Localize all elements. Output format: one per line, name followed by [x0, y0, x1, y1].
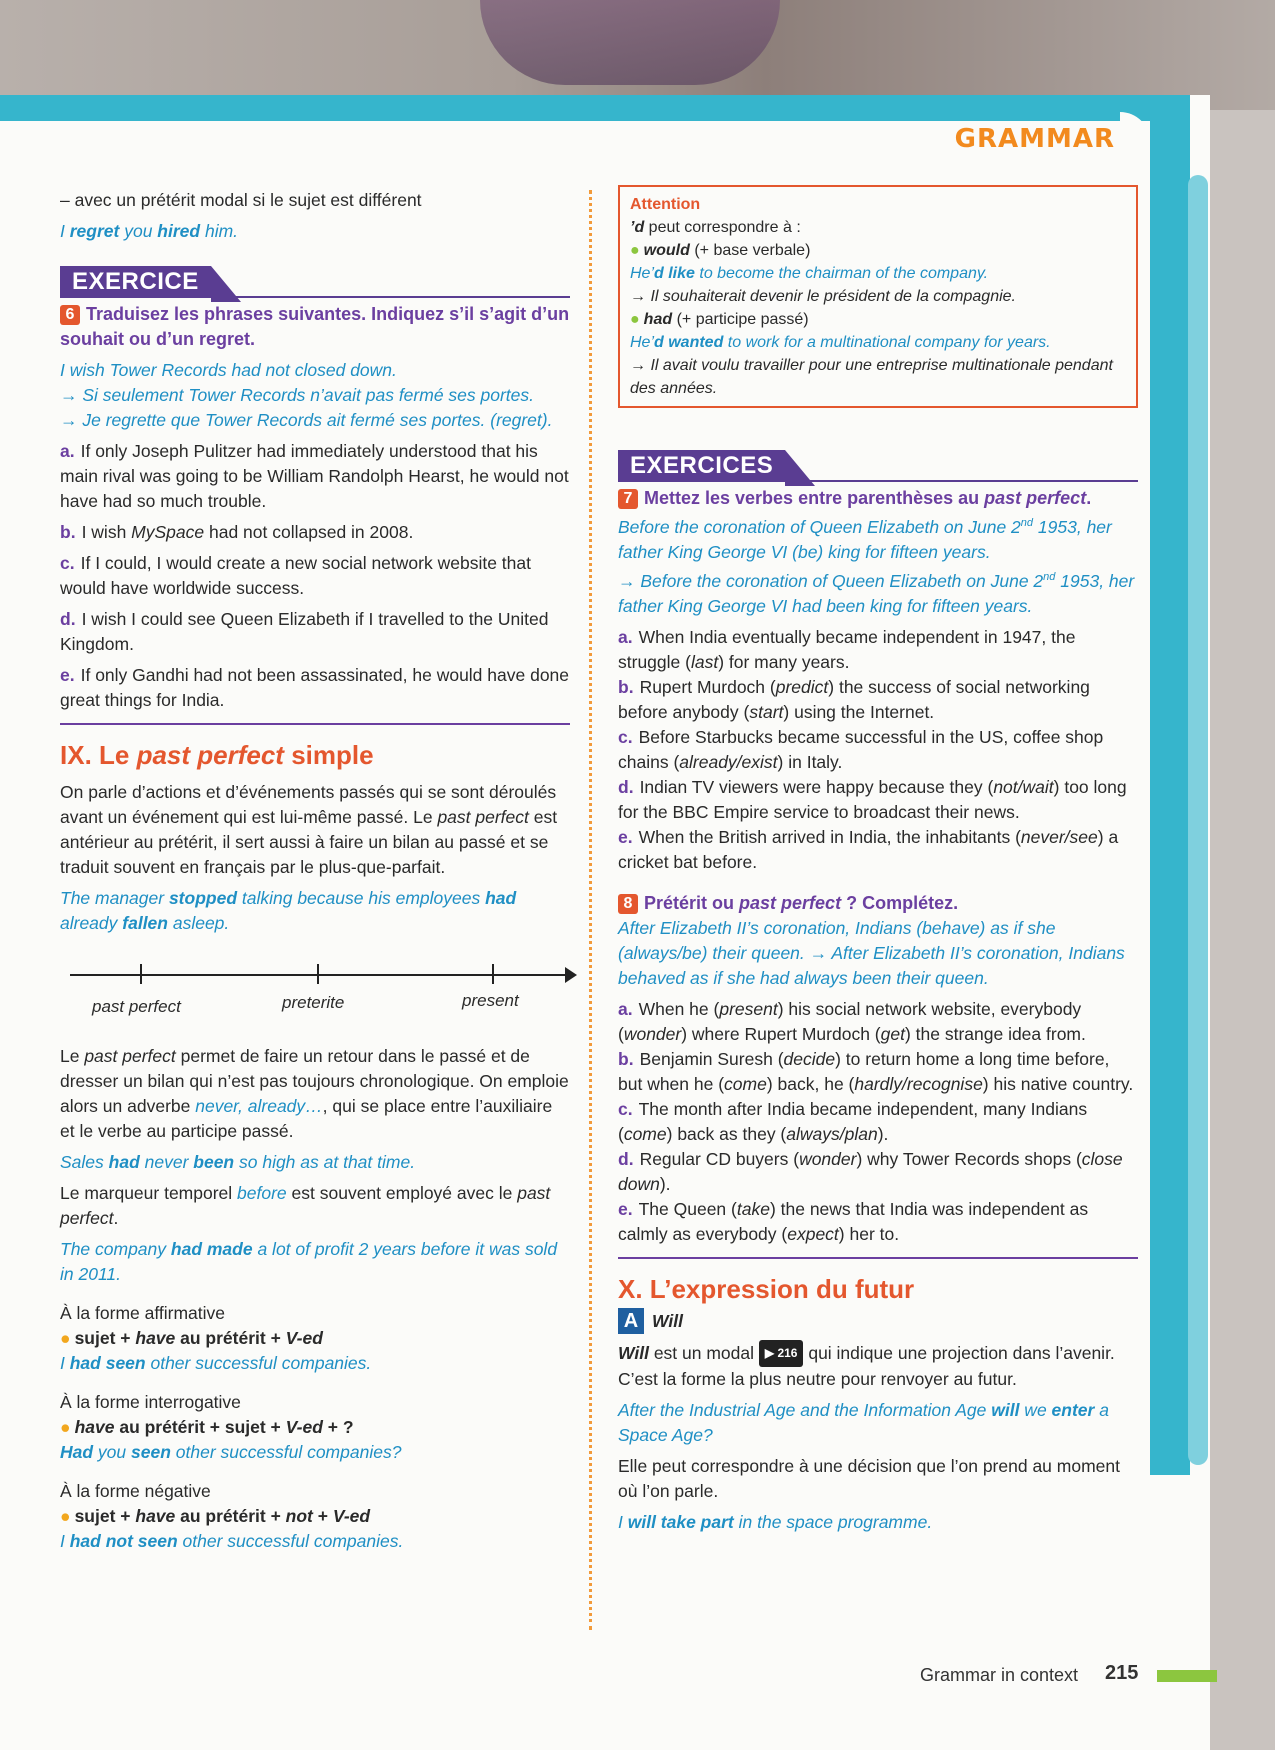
attention-title: Attention [630, 196, 701, 213]
exercise-6-item-c: c. If I could, I would create a new social network website that would have worldwide success. [60, 553, 531, 598]
timeline-arrow [565, 967, 577, 983]
timeline-label-preterite: preterite [282, 993, 345, 1012]
section-9-para-3: Le marqueur temporel before est souvent employé avec le past perfect. [60, 1183, 551, 1228]
exercise-number: 6 [60, 305, 80, 325]
divider [60, 723, 570, 725]
section-10-example-2: I will take part in the space programme. [618, 1511, 933, 1532]
exercise-7-example: Before the coronation of Queen Elizabeth on June 2nd 1953, her father King George VI (be) king for fifteen years. [618, 516, 1112, 562]
banner-underline [60, 296, 570, 298]
exercise-7-item-d: d. Indian TV viewers were happy because they (not/wait) too long for the BBC Empire service to broadcast their news. [618, 776, 1127, 822]
form-interrogative-label: À la forme interrogative [60, 1392, 241, 1412]
exercise-6-item-a: a. If only Joseph Pulitzer had immediately understood that his main rival was going to be William Randolph Hearst, he would not have had so much trouble. [60, 441, 569, 511]
exercise-7-answer: → Before the coronation of Queen Elizabeth on June 2nd 1953, her father King George VI had been king for fifteen years. [618, 570, 1135, 616]
exercise-6-answer-1: → Si seulement Tower Records n’avait pas fermé ses portes. [60, 385, 535, 405]
left-column [60, 188, 570, 1560]
form-affirmative-label: À la forme affirmative [60, 1303, 226, 1323]
attention-example-would: He’d like to become the chairman of the company. [630, 265, 989, 282]
section-10-para-2: Elle peut correspondre à une décision que l’on prend au moment où l’on parle. [618, 1455, 1120, 1501]
timeline-tick-preterite [317, 964, 319, 984]
banner-underline [618, 480, 1138, 482]
form-affirmative-rule: ● sujet + have au prétérit + V-ed [60, 1328, 323, 1348]
exercise-8-instruction: 8 Prétérit ou past perfect ? Complétez. [618, 891, 1138, 916]
attention-box [618, 185, 1138, 408]
exercise-8-item-e: e. The Queen (take) the news that India was independent as calmly as everybody (expect) her to. [618, 1198, 1089, 1244]
headband-photo [480, 0, 780, 85]
section-label: GRAMMAR [954, 124, 1115, 154]
timeline-axis [70, 974, 570, 976]
timeline-tick-past-perfect [140, 964, 142, 984]
section-9-para-2: Le past perfect permet de faire un retour dans le passé et de dresser un bilan qui n’est pas toujours chronologique. On emploie alors un adverbe never, already…, qui se place entre l’auxiliaire et le verbe au participe passé. [60, 1046, 569, 1141]
attention-bullet-had: ● had (+ participe passé) [630, 311, 809, 328]
timeline-tick-present [492, 964, 494, 984]
exercise-7-item-b: b. Rupert Murdoch (predict) the success of social networking before anybody (start) using the Internet. [618, 676, 1090, 722]
form-interrogative-example: Had you seen other successful companies? [60, 1442, 402, 1462]
attention-line-1: ’d peut correspondre à : [630, 219, 801, 236]
attention-translation-had: → Il avait voulu travailler pour une entreprise multinationale pendant des années. [630, 357, 1113, 397]
exercise-banner: EXERCICE [60, 266, 211, 296]
exercise-6-instruction: 6 Traduisez les phrases suivantes. Indiquez s’il s’agit d’un souhait ou d’un regret. [60, 304, 570, 349]
page-reference-badge: ▶ 216 [759, 1340, 804, 1367]
exercise-8-item-b: b. Benjamin Suresh (decide) to return home a long time before, but when he (come) back, he (hardly/recognise) his native country. [618, 1048, 1134, 1094]
section-9-example-2: Sales had never been so high as at that time. [60, 1152, 416, 1172]
attention-example-had: He’d wanted to work for a multinational company for years. [630, 334, 1051, 351]
section-10-title: X. L’expression du futur [618, 1273, 915, 1304]
teal-page-edge [1188, 175, 1208, 1465]
attention-translation-would: → Il souhaiterait devenir le président de la compagnie. [630, 288, 1016, 305]
intro-example: I regret you hired him. [60, 221, 239, 241]
section-10-para-1: Will est un modal ▶ 216 qui indique une projection dans l’avenir. C’est la forme la plus neutre pour renvoyer au futur. [618, 1340, 1138, 1392]
exercise-6-item-b: b. I wish MySpace had not collapsed in 2008. [60, 522, 414, 542]
footer-accent-bar [1157, 1670, 1217, 1682]
form-negative-example: I had not seen other successful companies. [60, 1531, 404, 1551]
teal-right-border [1150, 95, 1190, 1475]
form-negative-label: À la forme négative [60, 1481, 211, 1501]
section-9-example-1: The manager stopped talking because his employees had already fallen asleep. [60, 888, 517, 933]
exercise-8-item-a: a. When he (present) his social network website, everybody (wonder) where Rupert Murdoch (get) the strange idea from. [618, 998, 1086, 1044]
section-9-example-3: The company had made a lot of profit 2 years before it was sold in 2011. [60, 1239, 558, 1284]
exercise-8-example: After Elizabeth II’s coronation, Indians (behave) as if she (always/be) their queen. → After Elizabeth II’s coronation, Indians behaved as if she had always been their queen. [618, 917, 1125, 988]
exercise-number: 8 [618, 894, 638, 914]
exercise-6-item-d: d. I wish I could see Queen Elizabeth if I travelled to the United Kingdom. [60, 609, 549, 654]
exercise-number: 7 [618, 489, 638, 509]
intro-line: – avec un prétérit modal si le sujet est différent [60, 190, 422, 210]
subsection-letter: A [618, 1308, 644, 1334]
exercise-7-item-c: c. Before Starbucks became successful in the US, coffee shop chains (already/exist) in Italy. [618, 726, 1104, 772]
exercise-7-item-a: a. When India eventually became independent in 1947, the struggle (last) for many years. [618, 626, 1076, 672]
exercise-8-item-d: d. Regular CD buyers (wonder) why Tower Records shops (close down). [618, 1148, 1123, 1194]
form-negative-rule: ● sujet + have au prétérit + not + V-ed [60, 1506, 371, 1526]
exercise-6-item-e: e. If only Gandhi had not been assassinated, he would have done great things for India. [60, 665, 570, 710]
exercises-banner: EXERCICES [618, 450, 785, 480]
section-10-example-1: After the Industrial Age and the Information Age will we enter a Space Age? [618, 1399, 1109, 1445]
exercise-6-example: I wish Tower Records had not closed down. [60, 360, 397, 380]
right-column [618, 185, 1138, 1541]
exercise-6-answer-2: → Je regrette que Tower Records ait fermé ses portes. (regret). [60, 410, 553, 430]
section-9-title: IX. Le past perfect simple [60, 740, 374, 770]
form-interrogative-rule: ● have au prétérit + sujet + V-ed + ? [60, 1417, 354, 1437]
timeline-label-past-perfect: past perfect [92, 997, 181, 1016]
timeline-label-present: present [462, 991, 519, 1010]
page-number: 215 [1105, 1662, 1139, 1684]
exercise-7-instruction: 7 Mettez les verbes entre parenthèses au past perfect. [618, 486, 1138, 511]
column-divider [589, 190, 592, 1630]
attention-bullet-would: ● would (+ base verbale) [630, 242, 811, 259]
timeline [60, 954, 570, 1024]
teal-top-border [0, 95, 1150, 121]
section-10-subtitle: A Will [618, 1308, 1138, 1334]
divider [618, 1257, 1138, 1259]
footer-title: Grammar in context [920, 1665, 1079, 1685]
section-9-para-1: On parle d’actions et d’événements passés qui se sont déroulés avant un événement qui est lui-même passé. Le past perfect est antérieur au prétérit, il sert aussi à faire un bilan au passé et se traduit souvent en français par le plus-que-parfait. [60, 782, 558, 877]
exercise-8-item-c: c. The month after India became independent, many Indians (come) back as they (always/plan). [618, 1098, 1088, 1144]
form-affirmative-example: I had seen other successful companies. [60, 1353, 372, 1373]
exercise-7-item-e: e. When the British arrived in India, the inhabitants (never/see) a cricket bat before. [618, 826, 1119, 872]
